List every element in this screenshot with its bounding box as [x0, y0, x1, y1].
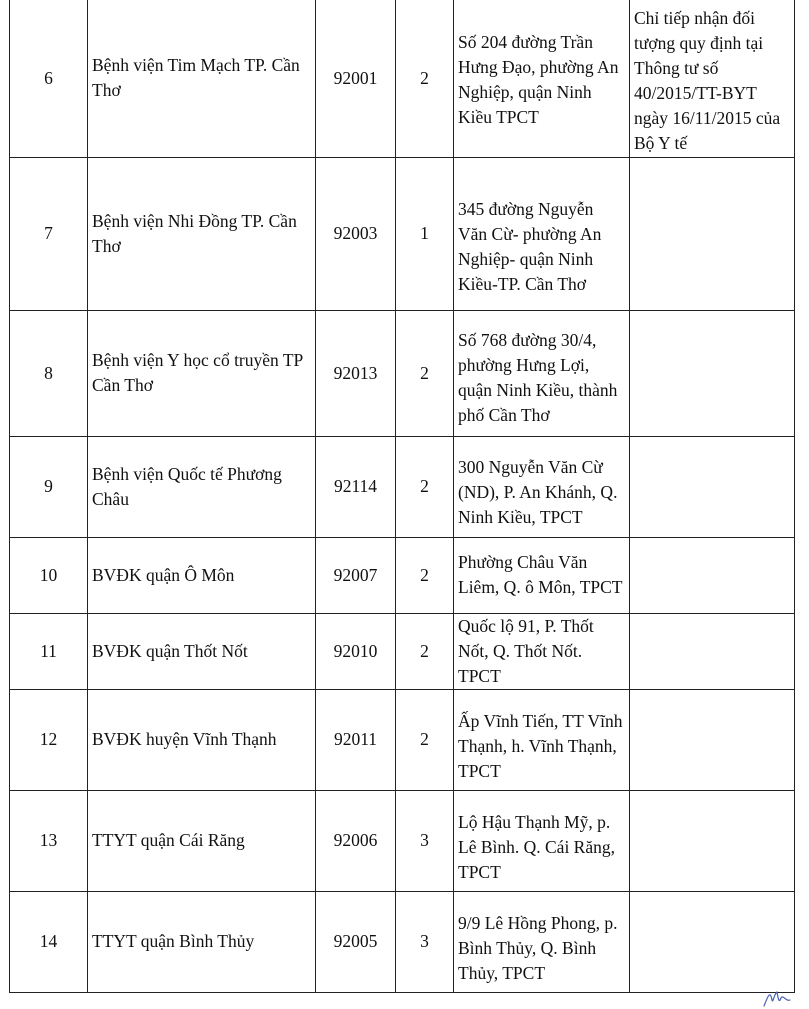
hospital-level: 2: [396, 689, 454, 790]
hospital-table: [9, 0, 795, 993]
hospital-note: [630, 436, 795, 537]
hospital-code: 92007: [316, 537, 396, 613]
table-row: [10, 310, 795, 436]
hospital-code: 92011: [316, 689, 396, 790]
row-number: 7: [10, 157, 88, 310]
hospital-name: Bệnh viện Y học cổ truyền TP Cần Thơ: [88, 310, 316, 436]
row-number: 14: [10, 891, 88, 992]
hospital-code: 92005: [316, 891, 396, 992]
hospital-address: 345 đường Nguyễn Văn Cừ- phường An Nghiệp- quận Ninh Kiều-TP. Cần Thơ: [454, 157, 630, 310]
row-number: 11: [10, 613, 88, 689]
table-row: [10, 157, 795, 310]
hospital-note: [630, 613, 795, 689]
hospital-address: Số 768 đường 30/4, phường Hưng Lợi, quận Ninh Kiều, thành phố Cần Thơ: [454, 310, 630, 436]
hospital-note: [630, 891, 795, 992]
hospital-code: 92003: [316, 157, 396, 310]
hospital-address: 300 Nguyễn Văn Cừ (ND), P. An Khánh, Q. Ninh Kiều, TPCT: [454, 436, 630, 537]
hospital-code: 92114: [316, 436, 396, 537]
row-number: 13: [10, 790, 88, 891]
hospital-level: 2: [396, 613, 454, 689]
hospital-level: 2: [396, 436, 454, 537]
hospital-level: 2: [396, 537, 454, 613]
row-number: 10: [10, 537, 88, 613]
hospital-address: Phường Châu Văn Liêm, Q. ô Môn, TPCT: [454, 537, 630, 613]
hospital-address: Số 204 đường Trần Hưng Đạo, phường An Nghiệp, quận Ninh Kiều TPCT: [454, 0, 630, 157]
hospital-name: TTYT quận Bình Thủy: [88, 891, 316, 992]
row-number: 6: [10, 0, 88, 157]
hospital-name: BVĐK quận Ô Môn: [88, 537, 316, 613]
hospital-code: 92001: [316, 0, 396, 157]
hospital-level: 1: [396, 157, 454, 310]
table-row: [10, 436, 795, 537]
hospital-name: Bệnh viện Nhi Đồng TP. Cần Thơ: [88, 157, 316, 310]
hospital-name: TTYT quận Cái Răng: [88, 790, 316, 891]
hospital-name: BVĐK quận Thốt Nốt: [88, 613, 316, 689]
hospital-note: [630, 537, 795, 613]
hospital-address: 9/9 Lê Hồng Phong, p. Bình Thủy, Q. Bình Thủy, TPCT: [454, 891, 630, 992]
hospital-name: BVĐK huyện Vĩnh Thạnh: [88, 689, 316, 790]
hospital-note: [630, 790, 795, 891]
hospital-address: Ấp Vĩnh Tiến, TT Vĩnh Thạnh, h. Vĩnh Thạnh, TPCT: [454, 689, 630, 790]
table-row: [10, 790, 795, 891]
signature-mark: [762, 986, 792, 1008]
table-row: [10, 891, 795, 992]
hospital-level: 2: [396, 0, 454, 157]
hospital-note: [630, 310, 795, 436]
table-row: [10, 537, 795, 613]
hospital-code: 92010: [316, 613, 396, 689]
row-number: 12: [10, 689, 88, 790]
hospital-level: 2: [396, 310, 454, 436]
hospital-address: Lộ Hậu Thạnh Mỹ, p. Lê Bình. Q. Cái Răng, TPCT: [454, 790, 630, 891]
hospital-note: [630, 157, 795, 310]
table-row: [10, 689, 795, 790]
hospital-name: Bệnh viện Quốc tế Phương Châu: [88, 436, 316, 537]
row-number: 9: [10, 436, 88, 537]
hospital-code: 92013: [316, 310, 396, 436]
hospital-code: 92006: [316, 790, 396, 891]
hospital-level: 3: [396, 790, 454, 891]
table-row: [10, 613, 795, 689]
hospital-note: [630, 689, 795, 790]
hospital-level: 3: [396, 891, 454, 992]
table-row: [10, 0, 795, 157]
row-number: 8: [10, 310, 88, 436]
hospital-address: Quốc lộ 91, P. Thốt Nốt, Q. Thốt Nốt. TPCT: [454, 613, 630, 689]
hospital-note: Chỉ tiếp nhận đối tượng quy định tại Thông tư số 40/2015/TT-BYT ngày 16/11/2015 của Bộ Y tế: [630, 0, 795, 157]
hospital-name: Bệnh viện Tim Mạch TP. Cần Thơ: [88, 0, 316, 157]
